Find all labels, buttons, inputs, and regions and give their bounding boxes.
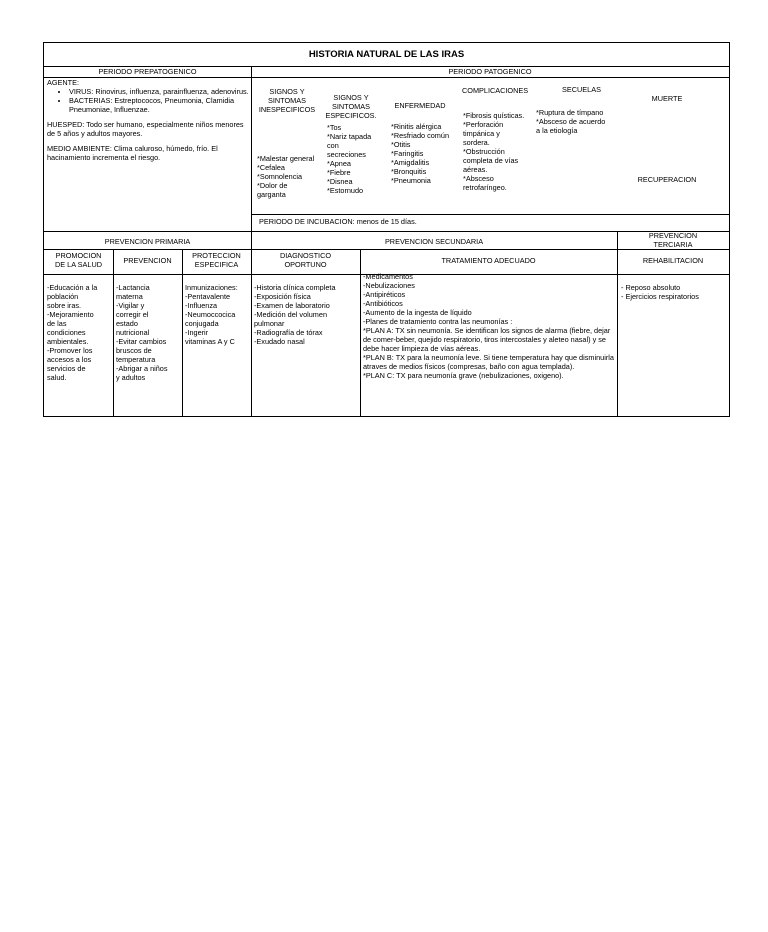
rehabilitation-title: REHABILITACION [642,256,704,265]
rehabilitation-list: - Reposo absoluto - Ejercicios respiratorios [621,283,699,301]
agent-label: AGENTE: [47,78,80,87]
treatment-title: TRATAMIENTO ADECUADO [441,256,536,265]
environment-text: MEDIO AMBIENTE: Clima caluroso, húmedo, frío. El hacinamiento incrementa el riesgo. [47,144,218,162]
specific-protection-list: Inmunizaciones: -Pentavalente -Influenza -Neumoccocica conjugada -Ingerir vitaminas A y C [185,283,238,346]
host-text: HUESPED: Todo ser humano, especialmente niños menores de 5 años y adultos mayores. [47,120,244,138]
document-title: HISTORIA NATURAL DE LAS IRAS [308,49,465,60]
secondary-prevention-header: PREVENCION SECUNDARIA [384,237,484,246]
early-diagnosis-list: -Historia clínica completa -Exposición física -Examen de laboratorio -Medición del volumen pulmonar -Radiografía de tórax -Exudado nasal [254,283,336,346]
death-outcome: MUERTE [651,94,683,103]
early-diagnosis-title: DIAGNOSTICO OPORTUNO [279,251,332,269]
prepatogenic-content [47,78,249,162]
disease-title: ENFERMEDAD [394,101,446,110]
specific-protection-title: PROTECCION ESPECIFICA [192,251,241,269]
primary-prevention-header: PREVENCION PRIMARIA [104,237,191,246]
sequelae-list: *Ruptura de tímpano *Absceso de acuerdo a la etiología [536,108,606,135]
tertiary-prevention-header: PREVENCION TERCIARIA [648,231,698,249]
recovery-outcome: RECUPERACION [637,175,697,184]
complications-title: COMPLICACIONES [462,86,529,95]
specific-signs-title: SIGNOS Y SINTOMAS ESPECIFICOS. [325,93,377,120]
prevention-list: -Lactancia materna -Vigilar y corregir el estado nutricional -Evitar cambios bruscos de temperatura -Abrigar a niños y adultos [116,283,168,382]
health-promotion-list: -Educación a la población sobre iras. -Mejoramiento de las condiciones ambientales. -Promover los accesos a los servicios de salud. [47,283,98,382]
natural-history-table [43,42,730,417]
disease-list: *Rinitis alérgica *Resfriado común *Otitis *Faringitis *Amigdalitis *Bronquitis *Pneumonia [391,122,449,185]
prepatogenic-header: PERIODO PREPATOGENICO [98,67,197,76]
complications-list: *Fibrosis quísticas. *Perforación timpánica y sordera. *Obstrucción completa de vías aéreas. *Absceso retrofaríngeo. [463,111,525,192]
treatment-list: -Medicamentos -Nebulizaciones -Antipiréticos -Antibióticos -Aumento de la ingesta de líquido -Planes de tratamiento contra las neumonías : *PLAN A: TX sin neumonía. Se identifican los signos de alarma (fiebre, dejar de comer-beber, quejido respiratorio, tiros intercostales y aleteo nasal) y se debe hacer limpieza de vías aéreas. *PLAN B: TX para la neumonía leve. Si tiene temperatura hay que disminuirla atraves de medios físicos (compresas, baño con agua templada). *PLAN C: TX para neumonía grave (nebulizaciones, oxigeno). [363,272,614,380]
agent-bacteria: • BACTERIAS: Estreptococos, Pneumonia, Clamidia Pneumoniae, Influenzae. [69,96,249,114]
nonspecific-signs-title: SIGNOS Y SINTOMAS INESPECIFICOS [258,87,316,114]
prevention-title: PREVENCION [123,256,172,265]
pathogenic-header: PERIODO PATOGENICO [448,67,532,76]
agent-list [47,87,249,114]
agent-virus: • VIRUS: Rinovirus, influenza, parainfluenza, adenovirus. [69,87,249,96]
sequelae-title: SECUELAS [562,85,601,94]
health-promotion-title: PROMOCION DE LA SALUD [54,251,103,269]
nonspecific-signs-list: *Malestar general *Cefalea *Somnolencia *Dolor de garganta [257,154,315,199]
specific-signs-list: *Tos *Nariz tapada con secreciones *Apnea *Fiebre *Disnea *Estornudo [327,123,372,195]
incubation-period: PERIODO DE INCUBACION: menos de 15 días. [259,217,417,226]
